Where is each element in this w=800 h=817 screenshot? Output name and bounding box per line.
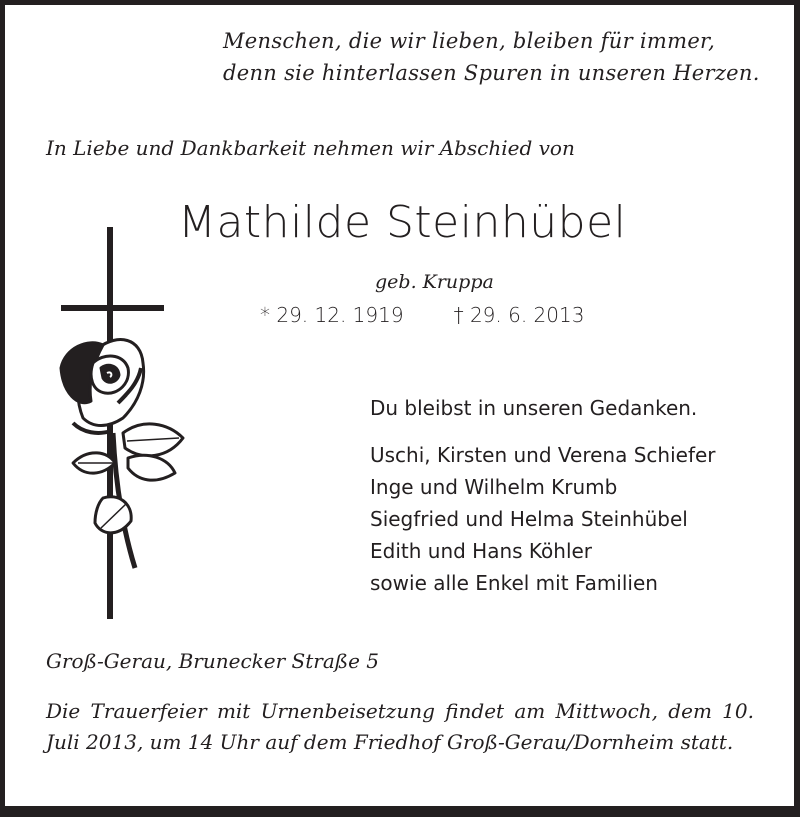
- rose-icon: [43, 323, 193, 583]
- life-dates: [260, 305, 584, 325]
- address-text: Groß-Gerau, Brunecker Straße 5: [46, 649, 380, 673]
- quote-line-2: denn sie hinterlassen Spuren in unseren Herzen.: [223, 61, 760, 85]
- deceased-name: Mathilde Steinhübel: [178, 197, 627, 248]
- intro-text: In Liebe und Dankbarkeit nehmen wir Abschied von: [46, 136, 575, 160]
- cross-horizontal-bar: [61, 305, 164, 311]
- obituary-notice: [5, 5, 794, 806]
- mourner-line: Inge und Wilhelm Krumb: [370, 475, 618, 499]
- maiden-name: geb. Kruppa: [375, 271, 494, 293]
- mourner-line: Uschi, Kirsten und Verena Schiefer: [370, 443, 716, 467]
- mourner-line: sowie alle Enkel mit Familien: [370, 571, 658, 595]
- death-date: † 29. 6. 2013: [453, 303, 585, 327]
- service-notice: Die Trauerfeier mit Urnenbeisetzung findet am Mittwoch, dem 10. Juli 2013, um 14 Uhr auf dem Friedhof Groß-Gerau/Dornheim statt.: [46, 699, 754, 754]
- mourner-line: Siegfried und Helma Steinhübel: [370, 507, 688, 531]
- birth-date: * 29. 12. 1919: [260, 303, 404, 327]
- mourner-line: Edith und Hans Köhler: [370, 539, 593, 563]
- motto-text: Du bleibst in unseren Gedanken.: [370, 396, 698, 420]
- quote-line-1: Menschen, die wir lieben, bleiben für immer,: [223, 29, 716, 53]
